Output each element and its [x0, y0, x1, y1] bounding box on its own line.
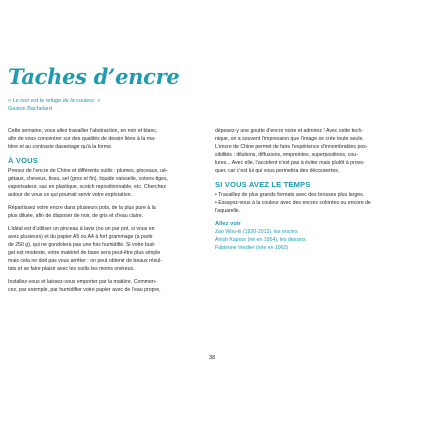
list-item: • Essayez-vous à la couleur avec des encres colorées ou encore de	[215, 200, 371, 206]
tips-list	[215, 191, 419, 215]
left-column	[8, 127, 213, 299]
text-line: nique, on a souvent l’impression que l’image se crée toute seule.	[215, 136, 364, 142]
paragraph-materials	[8, 167, 213, 199]
list-item: • Travaillez de plus grands formats avec des brosses plus larges.	[215, 192, 365, 198]
text-line: autour de vous ce qui pourrait servir votre exploration.	[8, 192, 132, 198]
text-line: gétaux, cheveux, tissu, sel (gros et fin), liquide vaisselle, cotons-tiges,	[8, 176, 169, 182]
reference-item: Zao Wou-ki (1920-2013), les encres	[215, 229, 298, 235]
paragraph-pots	[8, 204, 213, 220]
text-line: L’encre de Chine permet de faire l’expérience d’innombrables pos-	[215, 144, 368, 150]
text-line: tière et au contraste davantage qu’à la forme.	[8, 144, 113, 150]
text-line: mais cela ne doit pas vous arrêter : on peut obtenir de beaux résul-	[8, 258, 162, 264]
epigraph-author: Gaston Bachelard	[8, 106, 53, 112]
section-heading-si-vous-avez-le-temps: SI VOUS AVEZ LE TEMPS	[215, 180, 311, 189]
allez-voir-heading: Allez voir	[215, 221, 241, 227]
intro-paragraph	[8, 127, 213, 151]
text-line: get est modeste, votre matériel de base sera peut-être plus simple	[8, 250, 161, 256]
text-line: Prenez de l’encre de Chine et différents outils : plumes, pinceaux, ué-	[8, 168, 168, 174]
text-line: quer, car c’est lui qui vous permettra des découvertes.	[215, 168, 340, 174]
text-line: déposez-y une goutte d’encre noire et admirez ! Avec cette tech-	[215, 128, 364, 134]
text-line: Installez-vous et laissez-vous emporter par la matière. Commen-	[8, 279, 157, 285]
paragraph-technique	[215, 127, 419, 175]
reference-item: Anish Kapoor (né en 1954), les dessins	[215, 237, 306, 243]
references-list	[215, 228, 419, 252]
reference-item: Fabienne Verdier (née en 1962)	[215, 245, 289, 251]
epigraph-quote: « Le noir est le refuge de la couleur. »	[8, 98, 101, 104]
section-heading-a-vous: À VOUS	[8, 156, 38, 165]
text-line: afin de vous concentrer sur des qualités de dessin liées à la ma-	[8, 136, 156, 142]
paragraph-installez	[8, 278, 213, 294]
text-line: avez plusieurs) et du papier A5 ou A4 à fort grammage (à partir	[8, 234, 153, 240]
text-line: L’idéal est d’utiliser un pinceau à lavis (ou un par pot, si vous en	[8, 226, 155, 232]
text-line: tats et se faire plaisir avec les outils les moins onéreux.	[8, 266, 135, 272]
right-column	[215, 127, 419, 252]
page-number: 38	[208, 355, 216, 361]
epigraph	[8, 97, 208, 113]
text-line: Cette semaine, vous allez travailler l’abstraction, en noir et blanc,	[8, 128, 158, 134]
text-line: sibilités : dilutions, diffusions, empreintes, superpositions, cou-	[215, 152, 358, 158]
text-line: Répartissez votre encre dans plusieurs pots, de la plus pure à la	[8, 205, 156, 211]
paragraph-brush-paper	[8, 225, 213, 273]
text-line: de 250 g), qui ne gondolera pas une fois humidifié. Si votre bud-	[8, 242, 156, 248]
text-line: lures... Avec elle, l’accident n’est pas à éviter mais plutôt à provo-	[215, 160, 365, 166]
list-item-continuation: l’aquarelle.	[215, 208, 241, 214]
text-line: plus diluée, afin de disposer de noir, de gris et d’eau claire.	[8, 213, 143, 219]
text-line: cez, par exemple, par humidifier votre papier avec de l’eau propre,	[8, 287, 161, 293]
text-line: vaporisateur, sac en plastique, scotch repositionnable, etc. Cherchez	[8, 184, 167, 190]
page-title: Taches d’encre	[8, 64, 180, 89]
